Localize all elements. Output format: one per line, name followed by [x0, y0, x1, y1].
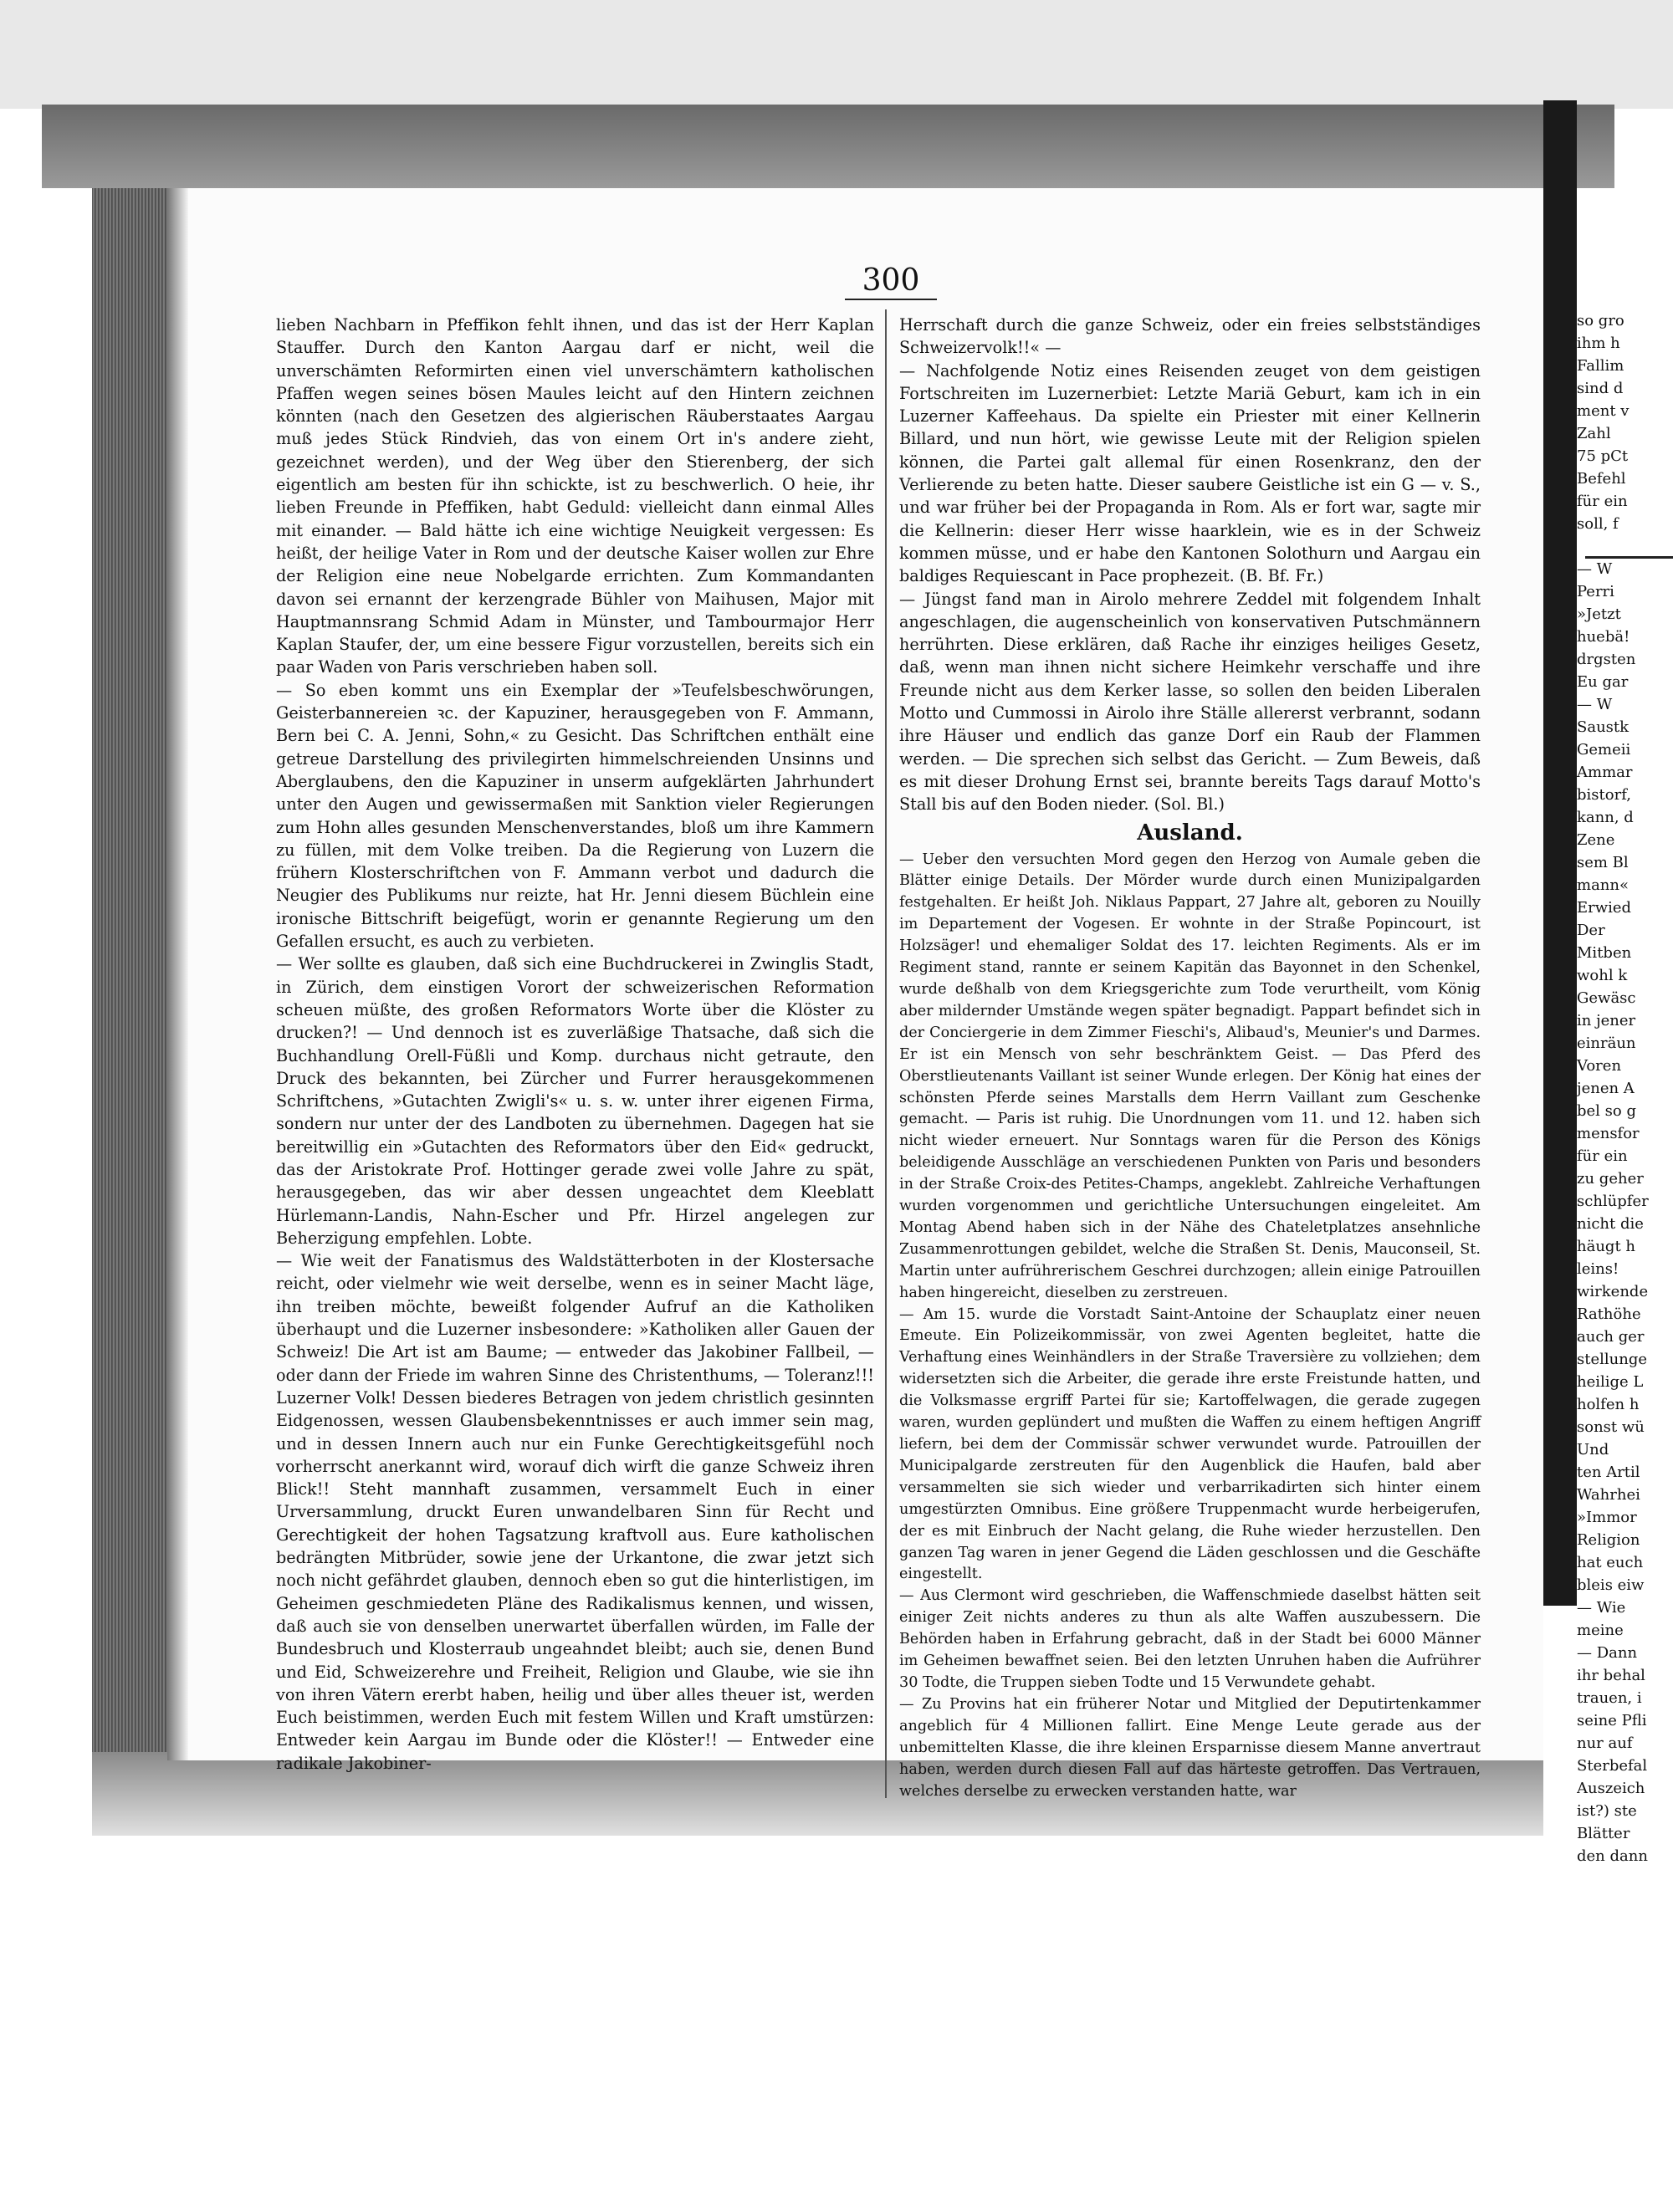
- neighbor-line: zu geher: [1577, 1170, 1644, 1188]
- neighbor-line: heilige L: [1577, 1373, 1644, 1391]
- neighbor-line: Eu gar: [1577, 673, 1629, 691]
- neighbor-line: mann«: [1577, 876, 1629, 894]
- neighbor-line: sonst wü: [1577, 1418, 1645, 1436]
- page-number: 300: [845, 263, 937, 300]
- neighbor-line: hat euch: [1577, 1554, 1644, 1571]
- binding-gap: [1543, 100, 1577, 1606]
- neighbor-line: nur auf: [1577, 1734, 1633, 1752]
- neighbor-line: 75 pCt: [1577, 447, 1629, 465]
- section-heading-ausland: Ausland.: [1137, 820, 1243, 845]
- neighbor-line: leins!: [1577, 1260, 1619, 1278]
- neighbor-page-fragment: [1577, 309, 1673, 1867]
- article-paragraph: — Nachfolgende Notiz eines Reisenden zeuget von dem geistigen Fortschreiten im Luzernerbiet: Letzte Mariä Geburt, kam ich in ein Luzerner Kaffeehaus. Da spielte ein Priester mit einer Kellnerin Billard, und nun hört, wie gewisse Leute mit der Religion spielen können, die Partei galt allemal für einen Rosenkranz, den der Verlierende zu beten hatte. Dieser saubere Geistliche ist ein G — v. S., und war früher bei der Propaganda in Rom. Als er fort war, sagte mir die Kellnerin: dieser Herr wisse haarklein, wie es in der Schweiz kommen müsse, und er habe den Kantonen Solothurn und Aargau ein baldiges Requiescant in Pace prophezeit. (B. Bf. Fr.): [899, 360, 1481, 586]
- neighbor-line: Sterbefal: [1577, 1757, 1648, 1775]
- neighbor-line: sind d: [1577, 380, 1624, 397]
- neighbor-line: Mitben: [1577, 944, 1632, 962]
- neighbor-line: bistorf,: [1577, 786, 1631, 804]
- neighbor-line: Fallim: [1577, 357, 1624, 375]
- article-paragraph: — Ueber den versuchten Mord gegen den Herzog von Aumale geben die Blätter einige Details. Der Mörder wurde durch einen Munizipalgarden festgehalten. Er heißt Joh. Niklaus Pappart, 27 Jahre alt, geboren zu Nouilly im Departement der Vogesen. Er wohnte in der Straße Popincourt, ist Holzsäger! und ehemaliger Soldat des 17. leichten Regiments. Als er im Regiment stand, rannte er seinem Kapitän das Bayonnet in den Schenkel, wurde deßhalb von dem Kriegsgerichte zum Tode verurtheilt, vom König aber mildernder Umstände wegen später begnadigt. Pappart befindet sich in der Conciergerie in dem Zimmer Fieschi's, Alibaud's, Meunier's und Darmes. Er ist ein Mensch von sehr beschränktem Geist. — Das Pferd des Oberstlieutenants Vaillant ist seiner Wunde erlegen. Der König hat eines der schönsten Pferde seines Marstalls dem Herrn Vaillant zum Geschenke gemacht. — Paris ist ruhig. Die Unordnungen vom 11. und 12. haben sich nicht wieder erneuert. Nur Sonntags waren für die Person des Königs beleidigende Ausschläge an verschiedenen Punkten von Paris und besonders in der Straße Croix-des Petites-Champs, angeklebt. Zahlreiche Verhaftungen wurden vorgenommen und gerichtliche Untersuchungen eingeleitet. Am Montag Abend haben sich in der Nähe des Chateletplatzes ansehnliche Zusammenrottungen gebildet, welche die Straßen St. Denis, Mauconseil, St. Martin unter aufrührerischem Geschrei durchzogen; allein einige Patrouillen haben hingereicht, dieselben zu zerstreuen.: [899, 851, 1481, 1301]
- neighbor-line: Religion: [1577, 1531, 1640, 1549]
- neighbor-line: Der: [1577, 922, 1605, 939]
- neighbor-line: Gemeii: [1577, 741, 1631, 759]
- neighbor-line: drgsten: [1577, 651, 1636, 668]
- neighbor-line: Perri: [1577, 583, 1614, 600]
- neighbor-line: sem Bl: [1577, 854, 1629, 871]
- neighbor-line: huebä!: [1577, 628, 1630, 646]
- neighbor-line: schlüpfer: [1577, 1193, 1649, 1210]
- neighbor-line: bleis eiw: [1577, 1576, 1645, 1594]
- neighbor-line: Befehl: [1577, 470, 1626, 488]
- column-divider: [885, 309, 887, 1798]
- neighbor-line: einräun: [1577, 1034, 1636, 1052]
- neighbor-line: Ammar: [1577, 764, 1633, 781]
- neighbor-line: ihr behal: [1577, 1667, 1645, 1684]
- book-page-edges: [92, 188, 167, 1752]
- neighbor-line: soll, f: [1577, 515, 1619, 533]
- neighbor-line: wirkende: [1577, 1283, 1649, 1300]
- article-paragraph: — Wie weit der Fanatismus des Waldstätterboten in der Klostersache reicht, oder vielmehr wie weit derselbe, wenn es in seiner Macht läge, ihn treiben möchte, beweißt folgender Aufruf an die Katholiken überhaupt und die Luzerner insbesondere: »Katholiken aller Gauen der Schweiz! Die Art ist am Baume; — entweder das Jakobiner Fallbeil, — oder dann der Friede im wahren Sinne des Christenthums, — Toleranz!!! Luzerner Volk! Dessen biederes Betragen von jedem christlich gesinnten Eidgenossen, wessen Glaubensbekenntnisses er auch immer sein mag, und in dessen Innern auch nur ein Funke Gerechtigkeitsgefühl noch vorherrscht anerkannt wird, worauf dich wirft die ganze Schweiz ihren Blick!! Steht mannhaft zusammen, versammelt Euch in einer Urversammlung, druckt Euren unwandelbaren Sinn für Recht und Gerechtigkeit der hohen Tagsatzung kraftvoll aus. Eure katholischen bedrängten Mitbrüder, sowie jene der Urkantone, die zwar jetzt sich noch nicht gefährdet glauben, dennoch eben so gut die hinterlistigen, im Geheimen geschmiedeten Pläne des Radikalismus kennen, und wissen, daß auch sie von denselben unerwartet überfallen würden, im Falle der Bundesbruch und Klosterraub ungeahndet bleibt; auch sie, denen Bund und Eid, Schweizerehre und Freiheit, Religion und Glaube, wie sie ihn von ihren Vätern ererbt haben, heilig und über alles theuer ist, werden Euch beistimmen, werden Euch mit festem Willen und Kraft umstürzen: Entweder kein Aargau im Bunde oder die Klöster!! — Entweder eine radikale Jakobiner-: [276, 1251, 874, 1773]
- neighbor-line: so gro: [1577, 312, 1624, 330]
- neighbor-line: nicht die: [1577, 1215, 1644, 1233]
- neighbor-line: mensfor: [1577, 1125, 1640, 1142]
- neighbor-line: [1577, 535, 1673, 558]
- neighbor-line: ist?) ste: [1577, 1802, 1637, 1820]
- neighbor-line: auch ger: [1577, 1328, 1645, 1346]
- neighbor-line: Zahl: [1577, 425, 1611, 442]
- scan-shadow-band: [42, 105, 1614, 188]
- article-paragraph: — Zu Provins hat ein früherer Notar und Mitglied der Deputirtenkammer angeblich für 4 Millionen fallirt. Eine Menge Leute gerade aus der unbemittelten Klasse, die ihre kleinen Ersparnisse diesem Manne anvertraut haben, werden durch diesen Fall auf das härteste getroffen. Das Vertrauen, welches derselbe zu erwecken verstanden hatte, war: [899, 1695, 1481, 1800]
- neighbor-line: den dann: [1577, 1847, 1648, 1865]
- ausland-section: [899, 850, 1481, 1803]
- left-column: [276, 314, 874, 1775]
- neighbor-line: häugt h: [1577, 1238, 1635, 1255]
- neighbor-line: »Immor: [1577, 1509, 1637, 1526]
- gutter-shadow: [167, 188, 188, 1760]
- neighbor-line: Rathöhe: [1577, 1305, 1641, 1323]
- neighbor-line: Auszeich: [1577, 1780, 1645, 1797]
- neighbor-line: für ein: [1577, 1147, 1628, 1165]
- article-paragraph: — Wer sollte es glauben, daß sich eine Buchdruckerei in Zwinglis Stadt, in Zürich, dem einstigen Vorort der schweizerischen Reformation scheuen müßte, des großen Reformators Worte über die Klöster zu drucken?! — Und dennoch ist es zuverläßige Thatsache, daß sich die Buchhandlung Orell-Füßli und Komp. durchaus nicht getraute, den Druck des bekannten, bei Zürcher und Furrer herausgekommenen Schriftchens, »Gutachten Zwigli's« u. s. w. unter ihrer eigenen Firma, sondern nur unter der des Landboten zu übernehmen. Dagegen hat sie bereitwillig ein »Gutachten des Reformators über den Eid« gedruckt, das der Aristokrate Prof. Hottinger gerade zwei volle Jahre zu spät, herausgegeben, das wir aber dessen ungeachtet dem Kleeblatt Hürlemann-Landis, Nahn-Escher und Pfr. Hirzel angelegen zur Beherzigung empfehlen. Lobte.: [276, 954, 874, 1248]
- neighbor-line: Wahrhei: [1577, 1486, 1640, 1504]
- neighbor-line: Voren: [1577, 1057, 1622, 1075]
- article-paragraph: — Am 15. wurde die Vorstadt Saint-Antoine der Schauplatz einer neuen Emeute. Ein Polizeikommissär, von zwei Agenten begleitet, hatte die Verhaftung eines Weinhändlers in der Straße Traversière zu vollziehen; dem widersetzten sich die Arbeiter, die gerade ihre erste Freistunde hatten, und die Volksmasse ergriff Partei für sie; Kartoffelwagen, die gerade zugegen waren, wurden geplündert und mußten die Waffen zu einem heftigen Angriff liefern, bei dem der Commissär schwer verwundet wurde. Patrouillen der Municipalgarde zerstreuten für den Augenblick die Haufen, bald aber versammelten sie sich wieder und verbarrikadirten sich hinter einem umgestürzten Omnibus. Eine größere Truppenmacht wurde herbeigerufen, der es mit Einbruch der Nacht gelang, die Ruhe wieder herzustellen. Den ganzen Tag waren in jener Gegend die Läden geschlossen und die Geschäfte eingestellt.: [899, 1305, 1481, 1583]
- neighbor-line: kann, d: [1577, 809, 1634, 826]
- neighbor-line: Erwied: [1577, 899, 1632, 917]
- neighbor-line: jenen A: [1577, 1080, 1635, 1097]
- neighbor-line: Zene: [1577, 831, 1615, 849]
- neighbor-line: ment v: [1577, 402, 1630, 420]
- neighbor-line: Blätter: [1577, 1825, 1630, 1842]
- neighbor-line: bel so g: [1577, 1102, 1636, 1120]
- neighbor-line: Saustk: [1577, 718, 1630, 736]
- neighbor-line: — Wie: [1577, 1599, 1626, 1617]
- neighbor-line: ihm h: [1577, 335, 1620, 352]
- article-paragraph: — Aus Clermont wird geschrieben, die Waffenschmiede daselbst hätten seit einiger Zeit nichts anderes zu thun als alte Waffen auszubessern. Die Behörden haben in Erfahrung gebracht, daß in der Stadt bei 6000 Männer im Geheimen bewaffnet seien. Bei den letzten Unruhen haben die Aufrührer 30 Todte, die Truppen sieben Todte und 15 Verwundete gehabt.: [899, 1587, 1481, 1691]
- neighbor-line: für ein: [1577, 493, 1628, 510]
- neighbor-line: in jener: [1577, 1012, 1636, 1029]
- article-paragraph: lieben Nachbarn in Pfeffikon fehlt ihnen, und das ist der Herr Kaplan Stauffer. Durch den Kanton Aargau darf er nicht, weil die unverschämten Reformirten einen viel unverschämtern katholischen Pfaffen wegen seines bösen Maules leicht auf den Hintern zeichnen könnten (nach den Gesetzen des algierischen Räuberstaates Aargau muß jedes Stück Rindvieh, das von einem Ort in's andere zieht, gezeichnet werden), und der Weg über den Stierenberg, der sich eigentlich am besten für ihn schickte, ist zu beschwerlich. O heie, ihr lieben Freunde in Pfeffiken, habt Geduld: vielleicht dann einmal Alles mit einander. — Bald hätte ich eine wichtige Neuigkeit vergessen: Es heißt, der heilige Vater in Rom und der deutsche Kaiser wollen zur Ehre der Religion eine neue Nobelgarde errichten. Zum Kommandanten davon sei ernannt der kerzengrade Bühler von Maihusen, Major mit Hauptmannsrang Schmid Adam in Münster, und Tambourmajor Herr Kaplan Staufer, der, um eine bessere Figur vorzustellen, bereits sich ein paar Waden von Paris verschrieben haben soll.: [276, 315, 874, 677]
- article-paragraph: — Jüngst fand man in Airolo mehrere Zeddel mit folgendem Inhalt angeschlagen, die augenscheinlich von konservativen Putschmännern herrührten. Diese erklären, daß Rache ihr einziges heiliges Gesetz, daß, wenn man ihnen nicht sichere Heimkehr verschaffe und ihre Freunde nicht aus dem Kerker lasse, so sollen den beiden Liberalen Motto und Cummossi in Airolo ihre Ställe allererst verbrannt, sodann ihre Häuser und endlich das ganze Dorf ein Raub der Flammen werden. — Die sprechen sich selbst das Gericht. — Zum Beweis, daß es mit dieser Drohung Ernst sei, brannte bereits Tags darauf Motto's Stall bis auf den Boden nieder. (Sol. Bl.): [899, 589, 1481, 815]
- neighbor-line: ten Artil: [1577, 1464, 1640, 1481]
- article-paragraph: Herrschaft durch die ganze Schweiz, oder ein freies selbstständiges Schweizervolk!!« —: [899, 315, 1481, 358]
- scan-background-top: [0, 0, 1673, 109]
- neighbor-line: stellunge: [1577, 1351, 1647, 1368]
- article-paragraph: — So eben kommt uns ein Exemplar der »Teufelsbeschwörungen, Geisterbannereien ꝛc. der Kapuziner, herausgegeben von F. Ammann, Bern bei C. A. Jenni, Sohn,« zu Gesicht. Das Schriftchen enthält eine getreue Darstellung des privilegirten himmelschreienden Unsinns und Aberglaubens, den die Kapuziner in unserm aufgeklärten Jahrhundert unter den Augen und gewissermaßen mit Sanktion vieler Regierungen zum Hohn alles gesunden Menschenverstandes, bloß um ihre Kammern zu füllen, mit dem Volke treiben. Da die Regierung von Luzern die frühern Klosterschriftchen von F. Ammann verbot und dadurch die Neugier des Publikums nur reizte, hat Hr. Jenni diesem Büchlein eine ironische Bittschrift beigefügt, worin er genannte Regierung um den Gefallen ersucht, es auch zu verbieten.: [276, 680, 874, 952]
- neighbor-line: meine: [1577, 1622, 1624, 1639]
- neighbor-line: — Dann: [1577, 1644, 1638, 1662]
- neighbor-line: wohl k: [1577, 967, 1628, 984]
- neighbor-line: Und: [1577, 1441, 1609, 1458]
- neighbor-line: holfen h: [1577, 1396, 1640, 1413]
- neighbor-line: seine Pfli: [1577, 1712, 1647, 1729]
- middle-column: [899, 314, 1481, 1802]
- neighbor-line: »Jetzt: [1577, 605, 1621, 623]
- neighbor-line: trauen, i: [1577, 1689, 1642, 1707]
- neighbor-line: — W: [1577, 560, 1613, 578]
- neighbor-line: Gewäsc: [1577, 989, 1636, 1007]
- neighbor-line: — W: [1577, 696, 1613, 713]
